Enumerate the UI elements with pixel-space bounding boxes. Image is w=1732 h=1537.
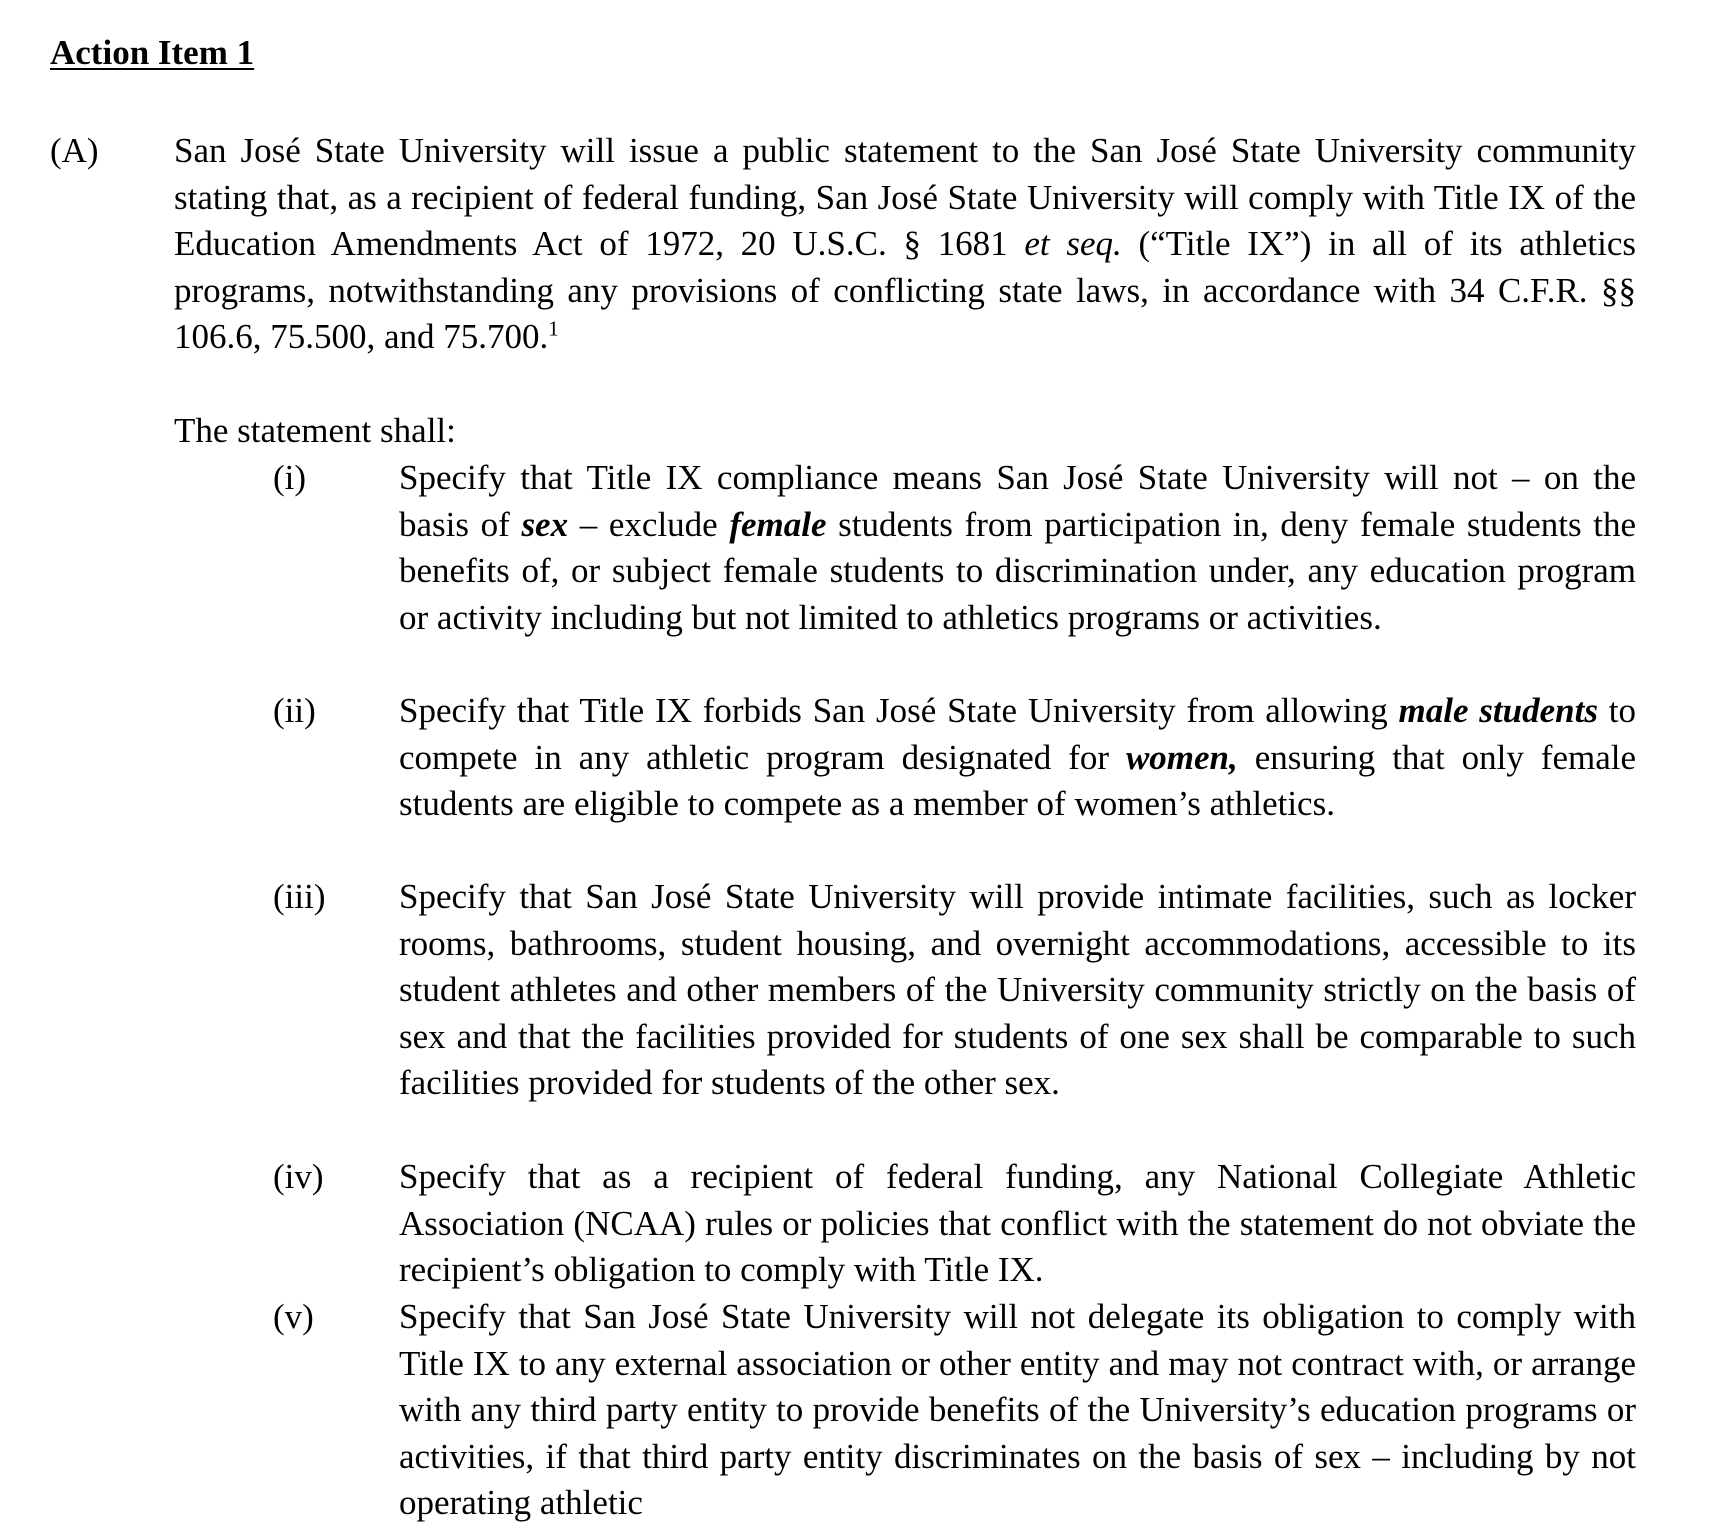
section-a-label: (A) [50,131,99,170]
item-i-text-3: students from participation in, deny female students the benefits of, or subject female students to discrimination under, any education program or activity including but not limited to athletics programs or activities. [399,504,1636,637]
item-i-emphasis-sex: sex [521,504,569,544]
item-ii-text-3: ensuring that only female students are eligible to compete as a member of women’s athletics. [399,737,1636,824]
list-item-label: (iv) [273,1157,324,1196]
list-item-text [399,455,1636,641]
list-item-text: Specify that San José State University will not delegate its obligation to comply with Title IX to any external association or other entity and may not contract with, or arrange with any third party entity to provide benefits of the University’s education programs or activities, if that third party entity discriminates on the basis of sex – including by not operating athletic [399,1297,1636,1523]
item-i-text-1: Specify that Title IX compliance means San José State University will not – on the basis of [399,458,1636,544]
list-item-label: (ii) [273,691,316,730]
footnote-ref[interactable]: 1 [548,316,559,341]
item-ii-text-2: to compete in any athletic program designated for [399,691,1636,777]
item-ii-emphasis-male-students: male students [1398,691,1598,730]
item-ii-text-1: Specify that Title IX forbids San José State University from allowing [399,691,1399,730]
list-item-text: Specify that as a recipient of federal funding, any National Collegiate Athletic Association (NCAA) rules or policies that conflict with the statement do not obviate the recipient’s obligation to comply with Title IX. [399,1157,1636,1290]
list-item-text [399,688,1636,828]
item-ii-emphasis-women: women, [1125,737,1238,777]
page-title: Action Item 1 [50,33,255,72]
list-item-label: (iii) [273,877,326,916]
section-a-text-2: (“Title IX”) in all of its athletics programs, notwithstanding any provisions of conflicting state laws, in accordance with 34 C.F.R. §§ 106.6, 75.500, and 75.700. [174,224,1636,357]
section-a-text-1: San José State University will issue a public statement to the San José State University community stating that, as a recipient of federal funding, San José State University will comply with Title IX of the Education Amendments Act of 1972, 20 U.S.C. § 1681 [174,131,1636,264]
statement-intro: The statement shall: [174,411,456,450]
item-i-text-2: – exclude [568,504,730,544]
list-item-text: Specify that San José State University will provide intimate facilities, such as locker rooms, bathrooms, student housing, and overnight accommodations, accessible to its student athletes and other members of the University community strictly on the basis of sex and that the facilities provided for students of one sex shall be comparable to such facilities provided for students of the other sex. [399,877,1636,1103]
list-item-label: (i) [273,458,307,497]
section-a-paragraph [174,128,1636,361]
section-a-italic: et seq. [1024,224,1122,264]
list-item-label: (v) [273,1297,314,1336]
item-i-emphasis-female: female [729,504,827,544]
